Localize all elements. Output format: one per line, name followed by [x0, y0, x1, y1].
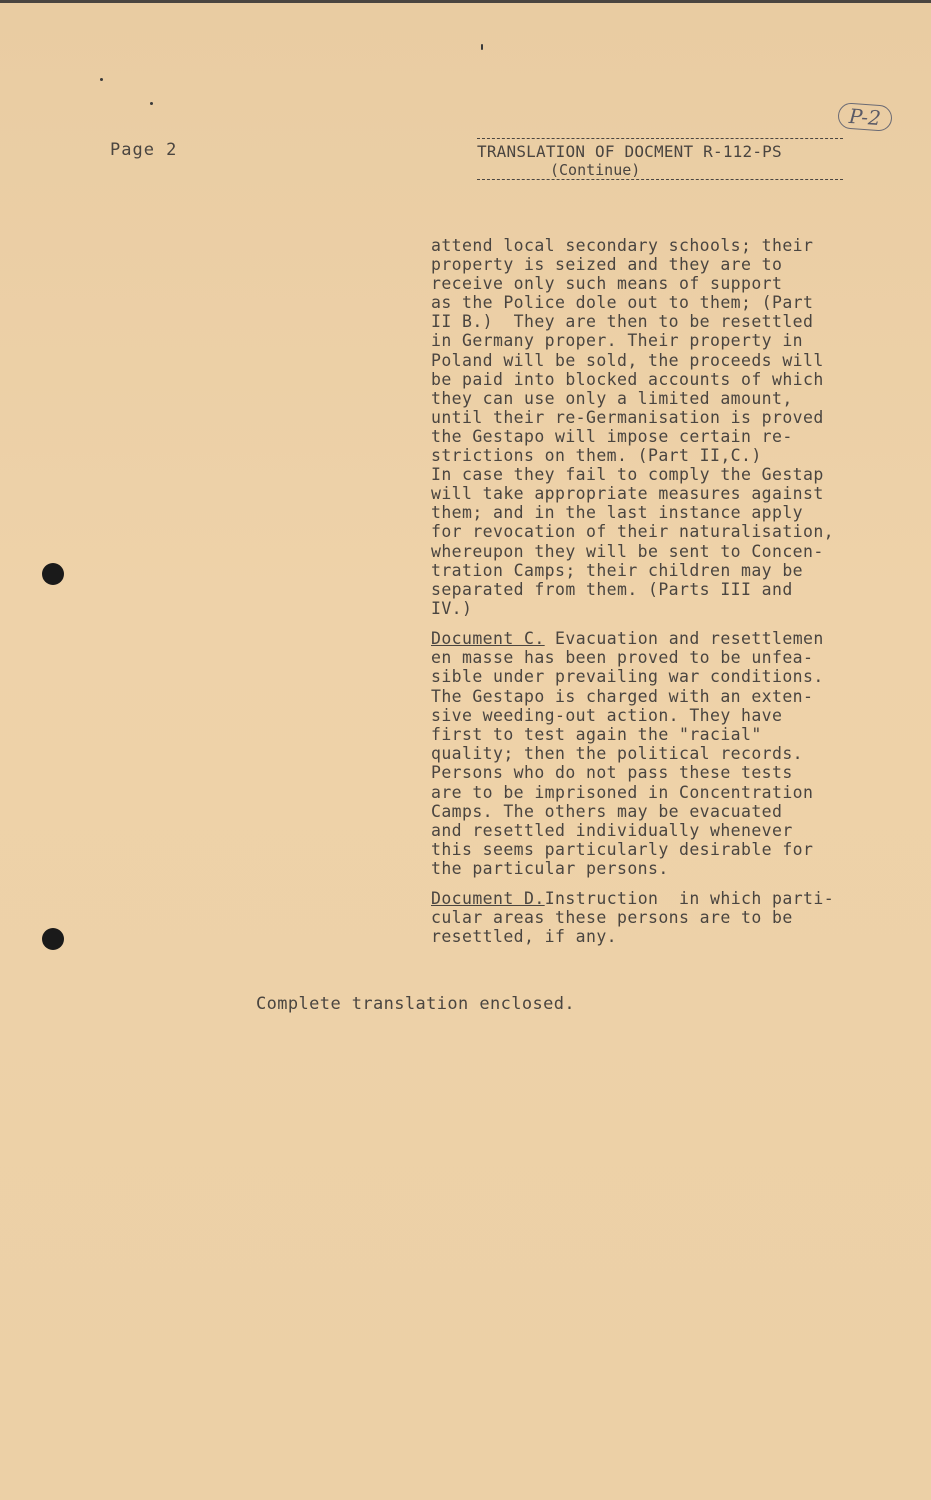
body-line: the Gestapo will impose certain re-	[431, 426, 793, 446]
body-line: tration Camps; their children may be	[431, 560, 804, 580]
header-top-rule	[477, 138, 843, 140]
paragraph-line: this seems particularly desirable for	[431, 840, 814, 860]
paragraph-line: the particular persons.	[431, 859, 669, 879]
body-line: in Germany proper. Their property in	[431, 331, 804, 351]
body-line: for revocation of their naturalisation,	[431, 522, 835, 542]
document-c-paragraph	[431, 629, 901, 879]
punch-hole	[42, 928, 64, 950]
ink-speck	[100, 78, 103, 81]
document-c-first-line: Evacuation and resettlemen	[544, 629, 824, 648]
paragraph-line: are to be imprisoned in Concentration	[431, 782, 814, 802]
paragraph-line: resettled, if any.	[431, 927, 618, 947]
document-c-lines	[431, 648, 824, 878]
document-d-lines	[431, 908, 793, 946]
body-line: as the Police dole out to them; (Part	[431, 293, 814, 313]
body-line: separated from them. (Parts III and	[431, 579, 793, 599]
handwritten-page-mark: P-2	[837, 102, 893, 132]
body-line: property is seized and they are to	[431, 255, 783, 275]
body-line: receive only such means of support	[431, 274, 783, 294]
body-line: IV.)	[431, 598, 473, 618]
ink-speck	[150, 102, 153, 105]
body-line: they can use only a limited amount,	[431, 388, 793, 408]
paragraph-line: quality; then the political records.	[431, 744, 804, 764]
body-line: strictions on them. (Part II,C.)	[431, 446, 762, 466]
document-header	[477, 138, 843, 181]
paragraph-line: and resettled individually whenever	[431, 821, 793, 841]
paragraph-line: en masse has been proved to be unfea-	[431, 648, 814, 668]
body-line: will take appropriate measures against	[431, 484, 824, 504]
paragraph-line: Camps. The others may be evacuated	[431, 801, 783, 821]
document-c-label: Document C.	[431, 629, 545, 648]
punch-hole	[42, 563, 64, 585]
header-title: TRANSLATION OF DOCMENT R-112-PS	[477, 142, 782, 161]
document-d-first-line: Instruction in which parti-	[544, 889, 835, 908]
body-line: attend local secondary schools; their	[431, 236, 814, 255]
paragraph-line: cular areas these persons are to be	[431, 908, 793, 928]
body-paragraph	[431, 236, 901, 618]
document-d-label: Document D.	[431, 889, 545, 908]
paragraph-line: Persons who do not pass these tests	[431, 763, 793, 783]
paragraph-line: sible under prevailing war conditions.	[431, 667, 824, 687]
body-line: be paid into blocked accounts of which	[431, 369, 824, 389]
header-subtitle: (Continue)	[550, 161, 641, 179]
body-line: until their re-Germanisation is proved	[431, 407, 824, 427]
body-line: whereupon they will be sent to Concen-	[431, 541, 824, 561]
body-line: II B.) They are then to be resettled	[431, 312, 814, 332]
body-line: In case they fail to comply the Gestap	[431, 465, 824, 485]
page-number-label: Page 2	[110, 140, 178, 160]
body-line: them; and in the last instance apply	[431, 503, 804, 523]
document-d-paragraph	[431, 889, 901, 947]
paragraph-line: The Gestapo is charged with an exten-	[431, 686, 814, 706]
page-top-edge	[0, 0, 931, 3]
ink-speck	[481, 44, 483, 50]
header-bottom-rule	[477, 179, 843, 181]
body-line: Poland will be sold, the proceeds will	[431, 350, 824, 370]
paragraph-line: first to test again the "racial"	[431, 725, 762, 745]
paragraph-line: sive weeding-out action. They have	[431, 705, 783, 725]
closing-note: Complete translation enclosed.	[256, 994, 576, 1014]
